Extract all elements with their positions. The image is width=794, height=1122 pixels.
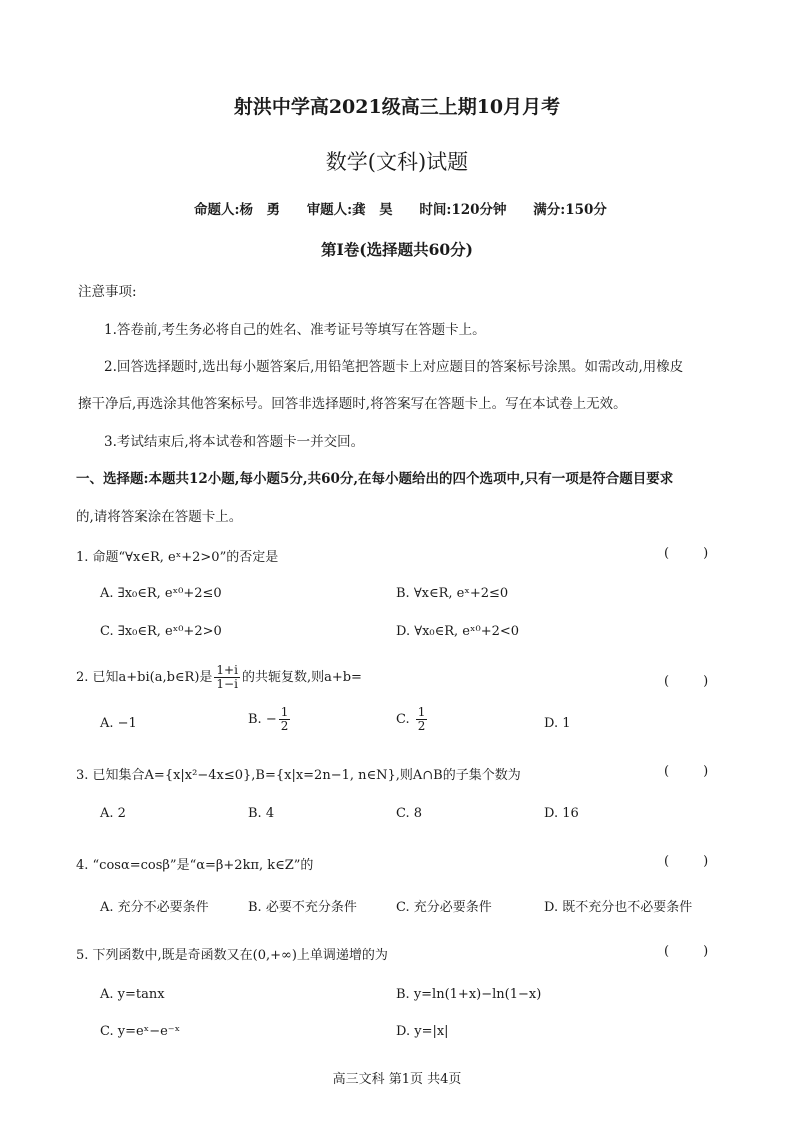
question-1-option-c: C. ∃x₀∈R, eˣ⁰+2>0 xyxy=(100,624,222,639)
fraction: $\frac{1}{2}$ xyxy=(417,705,426,733)
question-4-option-a: A. 充分不必要条件 xyxy=(100,900,209,915)
question-3-stem: 3. 已知集合A={x|x²−4x≤0},B={x|x=2n−1, n∈N},则A∩B的子集个数为 xyxy=(76,768,521,783)
answer-bracket: ( ) xyxy=(664,944,709,959)
reviewer: 审题人:龚 昊 xyxy=(306,202,393,218)
question-5-option-c: C. y=eˣ−e⁻ˣ xyxy=(100,1024,181,1039)
question-4-stem: 4. “cosα=cosβ”是“α=β+2kπ, k∈Z”的 xyxy=(76,858,314,873)
exam-subtitle: 数学(文科)试题 xyxy=(325,150,469,174)
part-heading-cont: 的,请将答案涂在答题卡上。 xyxy=(76,509,243,525)
question-4-option-d: D. 既不充分也不必要条件 xyxy=(544,900,693,915)
question-3-option-b: B. 4 xyxy=(248,806,275,821)
notes-heading: 注意事项: xyxy=(78,284,137,300)
note-item: 2.回答选择题时,选出每小题答案后,用铅笔把答题卡上对应题目的答案标号涂黑。如需改动,用橡皮 xyxy=(104,359,684,375)
answer-bracket: ( ) xyxy=(664,546,709,561)
question-5-stem: 5. 下列函数中,既是奇函数又在(0,+∞)上单调递增的为 xyxy=(76,948,388,963)
question-3-option-d: D. 16 xyxy=(544,806,579,821)
question-1-option-d: D. ∀x₀∈R, eˣ⁰+2<0 xyxy=(396,624,520,639)
answer-bracket: ( ) xyxy=(664,674,709,689)
fraction: $\frac{1+i}{1-i}$ xyxy=(216,663,238,691)
page-footer: 高三文科 第1页 共4页 xyxy=(332,1072,462,1087)
question-5-option-d: D. y=|x| xyxy=(396,1024,449,1039)
note-item: 3.考试结束后,将本试卷和答题卡一并交回。 xyxy=(104,434,365,450)
question-1-stem: 1. 命题“∀x∈R, eˣ+2>0”的否定是 xyxy=(76,550,279,565)
question-2-option-a: A. −1 xyxy=(100,716,137,731)
question-1-option-a: A. ∃x₀∈R, eˣ⁰+2≤0 xyxy=(100,586,222,601)
question-2-option-c: C. $\frac{1}{2}$ xyxy=(396,705,426,733)
part-heading: 一、选择题:本题共12小题,每小题5分,共60分,在每小题给出的四个选项中,只有一项是符合题目要求 xyxy=(76,471,674,487)
section-title: 第Ⅰ卷(选择题共60分) xyxy=(321,240,473,259)
question-2-stem: 2. 已知a+bi(a,b∈R)是 $\frac{1+i}{1-i}$ 的共轭复数,则a+b= xyxy=(76,663,362,691)
question-4-option-c: C. 充分必要条件 xyxy=(396,900,492,915)
question-5-option-b: B. y=ln(1+x)−ln(1−x) xyxy=(396,987,542,1002)
question-2-option-b: B. − $\frac{1}{2}$ xyxy=(248,705,289,733)
fraction: $\frac{1}{2}$ xyxy=(280,705,289,733)
question-3-option-c: C. 8 xyxy=(396,806,423,821)
exam-info xyxy=(194,198,607,218)
question-5-option-a: A. y=tanx xyxy=(100,987,165,1002)
note-item: 擦干净后,再选涂其他答案标号。回答非选择题时,将答案写在答题卡上。写在本试卷上无效。 xyxy=(78,396,627,412)
question-1-option-b: B. ∀x∈R, eˣ+2≤0 xyxy=(396,586,509,601)
question-2-option-d: D. 1 xyxy=(544,716,571,731)
time-limit: 时间:120分钟 xyxy=(419,202,507,218)
full-score: 满分:150分 xyxy=(533,202,607,218)
setter: 命题人:杨 勇 xyxy=(194,202,280,218)
note-item: 1.答卷前,考生务必将自己的姓名、准考证号等填写在答题卡上。 xyxy=(104,322,486,338)
question-3-option-a: A. 2 xyxy=(100,806,126,821)
answer-bracket: ( ) xyxy=(664,764,709,779)
question-4-option-b: B. 必要不充分条件 xyxy=(248,900,357,915)
answer-bracket: ( ) xyxy=(664,854,709,869)
exam-title: 射洪中学高2021级高三上期10月月考 xyxy=(233,96,561,118)
